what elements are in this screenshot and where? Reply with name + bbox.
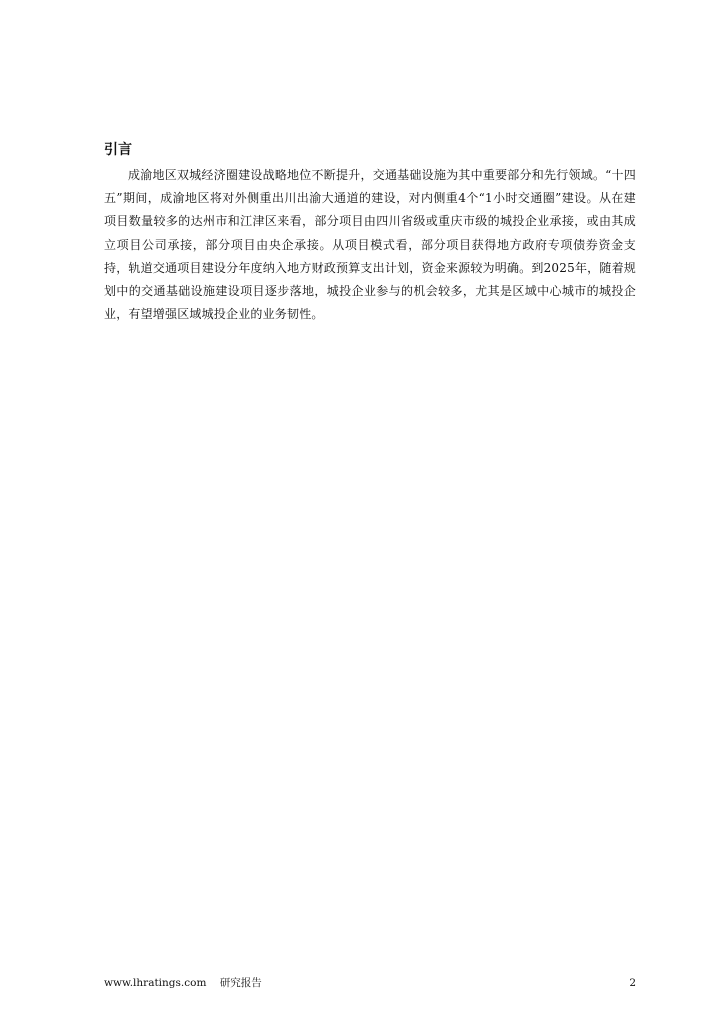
intro-paragraph: 成渝地区双城经济圈建设战略地位不断提升，交通基础设施为其中重要部分和先行领域。“十四五”期间，成渝地区将对外侧重出川出渝大通道的建设，对内侧重4个“1小时交通圈”建设。从在建项目数量较多的达州市和江津区来看，部分项目由四川省级或重庆市级的城投企业承接，或由其成立项目公司承接，部分项目由央企承接。从项目模式看，部分项目获得地方政府专项债券资金支持，轨道交通项目建设分年度纳入地方财政预算支出计划，资金来源较为明确。到2025年，随着规划中的交通基础设施建设项目逐步落地，城投企业参与的机会较多，尤其是区域中心城市的城投企业，有望增强区域城投企业的业务韧性。 [104,168,636,322]
page-footer [104,975,262,991]
page-number: 2 [629,977,636,989]
footer-website: www.lhratings.com [104,977,207,989]
footer-report-type: 研究报告 [219,977,262,989]
section-title: 引言 [104,142,132,158]
